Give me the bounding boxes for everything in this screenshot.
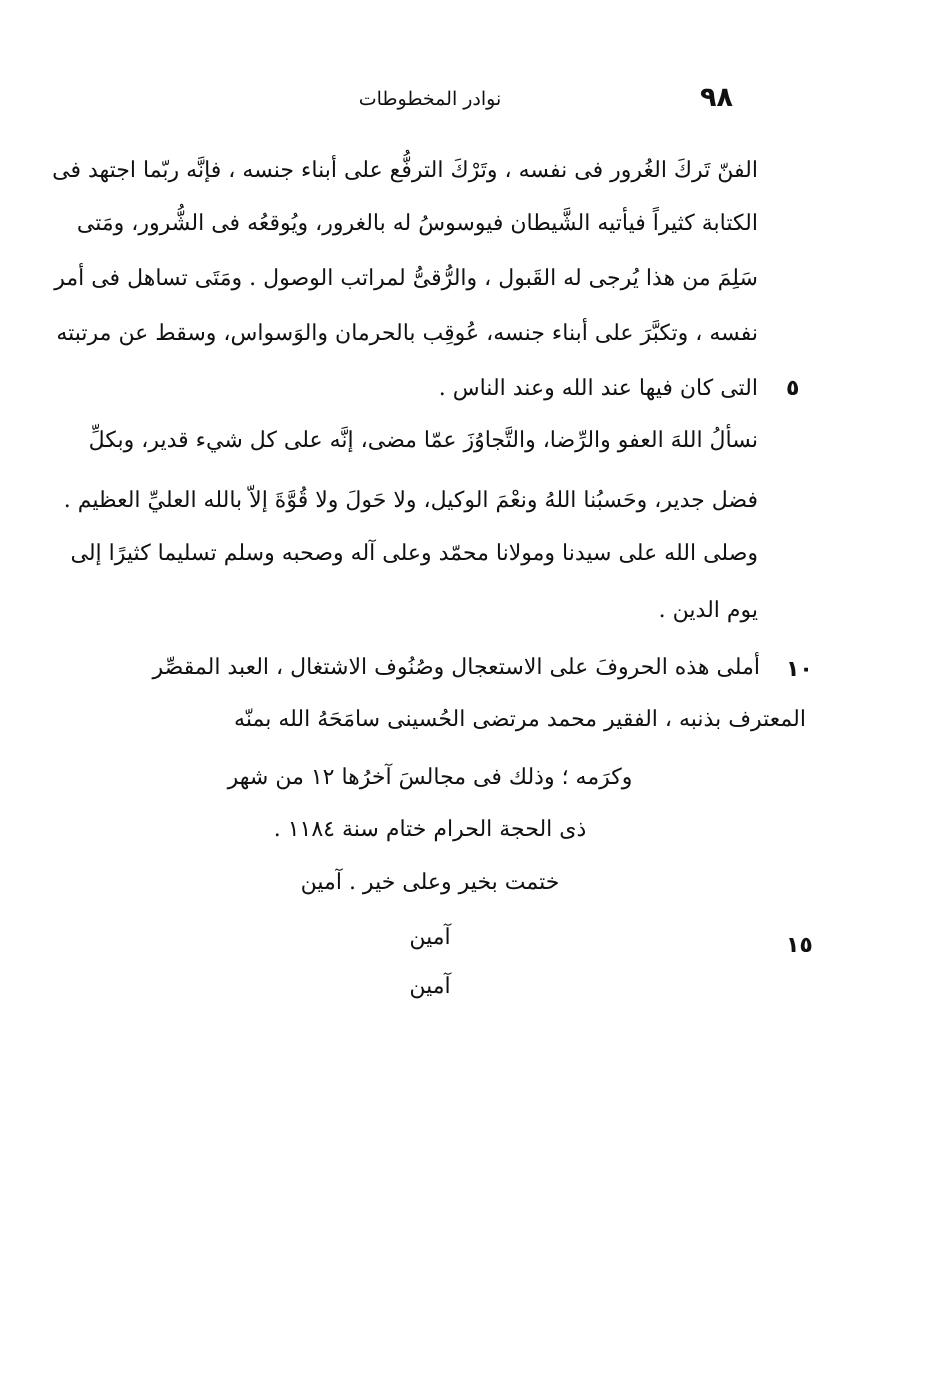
body-line-3: سَلِمَ من هذا يُرجى له القَبول ، والرُّقىُّ لمراتب الوصول . ومَتَى تساهل فى أمر xyxy=(54,266,758,291)
body-line-4: نفسه ، وتكبَّرَ على أبناء جنسه، عُوقِب بالحرمان والوَسواس، وسقط عن مرتبته xyxy=(56,321,758,346)
line-number-10: ١٠ xyxy=(786,657,813,682)
colophon-line-7: آمين xyxy=(409,974,451,999)
body-line-9: يوم الدين . xyxy=(658,598,758,623)
body-line-1: الفنّ تَركَ الغُرور فى نفسه ، وتَرْكَ الترفُّع على أبناء جنسه ، فإنَّه ربّما اجتهد فى xyxy=(52,158,758,183)
colophon-line-2: المعترف بذنبه ، الفقير محمد مرتضى الحُسينى سامَحَهُ الله بمنّه xyxy=(234,707,806,732)
colophon-line-4: ذى الحجة الحرام ختام سنة ١١٨٤ . xyxy=(273,817,587,842)
body-line-7: فضل جدير، وحَسبُنا اللهُ ونعْمَ الوكيل، ولا حَولَ ولا قُوَّةَ إلاّ بالله العليِّ العظيم . xyxy=(63,488,758,513)
line-number-15: ١٥ xyxy=(786,933,813,958)
line-number-5: ٥ xyxy=(786,376,800,401)
colophon-line-1: أملى هذه الحروفَ على الاستعجال وصُنُوف الاشتغال ، العبد المقصِّر xyxy=(152,655,760,680)
body-line-5: التى كان فيها عند الله وعند الناس . xyxy=(438,376,758,401)
colophon-line-6: آمين xyxy=(409,925,451,950)
page-number: ٩٨ xyxy=(700,82,733,113)
colophon-line-5: ختمت بخير وعلى خير . آمين xyxy=(300,870,560,895)
body-line-6: نسألُ اللهَ العفو والرِّضا، والتَّجاوُزَ عمّا مضى، إنَّه على كل شيء قدير، وبكلِّ xyxy=(88,428,758,453)
body-line-2: الكتابة كثيراً فيأتيه الشَّيطان فيوسوسُ له بالغرور، ويُوقعُه فى الشُّرور، ومَتى xyxy=(76,211,758,236)
body-line-8: وصلى الله على سيدنا ومولانا محمّد وعلى آله وصحبه وسلم تسليما كثيرًا إلى xyxy=(70,541,758,566)
running-title: نوادر المخطوطات xyxy=(358,88,502,110)
colophon-line-3: وكرَمه ؛ وذلك فى مجالسَ آخرُها ١٢ من شهر xyxy=(227,765,633,790)
page-header xyxy=(0,82,935,122)
